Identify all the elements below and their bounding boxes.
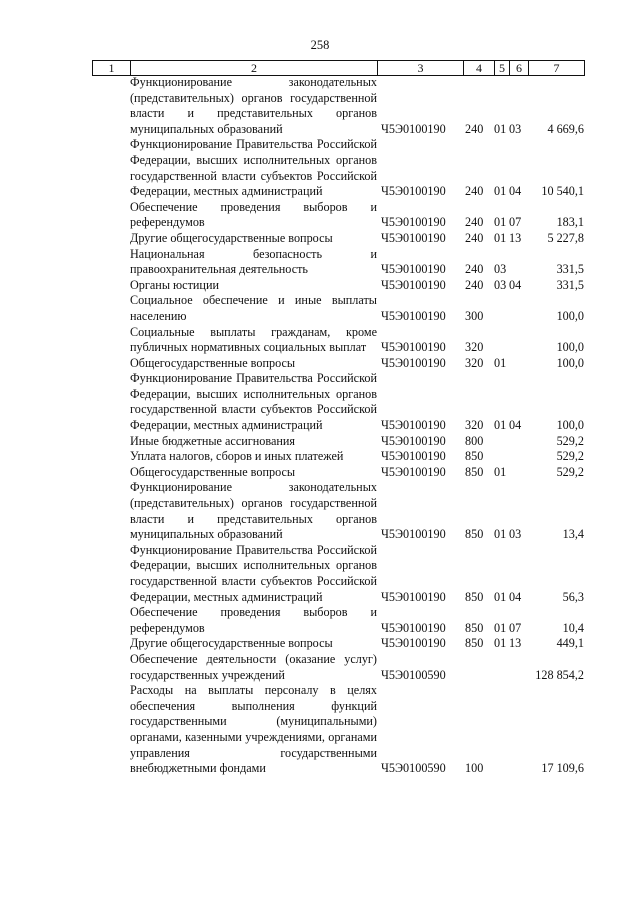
item-name-cell: Расходы на выплаты персоналу в целях обеспечения выполнения функций государственными (муниципальными) органами, казенными учреждениями, органами управления государственными внебюджетными фондами	[130, 683, 377, 776]
amount-cell: 183,1	[556, 215, 584, 230]
column-header: 2	[131, 61, 378, 76]
subsection-cell: 03	[509, 121, 522, 136]
section-cell: 01	[494, 355, 507, 370]
expense-type-cell: 240	[465, 215, 484, 230]
amount-cell: 100,0	[556, 418, 584, 433]
target-code-cell: Ч5Э0100190	[381, 215, 446, 230]
table-row	[92, 449, 584, 465]
target-code-cell: Ч5Э0100190	[381, 620, 446, 635]
column-header: 5	[495, 61, 510, 76]
target-code-cell: Ч5Э0100190	[381, 262, 446, 277]
target-code-cell: Ч5Э0100190	[381, 121, 446, 136]
subsection-cell: 04	[509, 589, 522, 604]
expense-type-cell: 300	[465, 308, 484, 323]
expense-type-cell: 240	[465, 121, 484, 136]
table-row	[92, 231, 584, 247]
amount-cell: 449,1	[556, 636, 584, 651]
subsection-cell: 07	[509, 215, 522, 230]
table-row	[92, 325, 584, 356]
section-cell: 03	[494, 262, 507, 277]
item-name-cell: Функционирование законодательных (представительных) органов государственной власти и представительных органов муниципальных образований	[130, 75, 377, 136]
expense-type-cell: 850	[465, 464, 484, 479]
amount-cell: 100,0	[556, 355, 584, 370]
table-row	[92, 636, 584, 652]
expense-type-cell: 320	[465, 340, 484, 355]
item-name-cell: Органы юстиции	[130, 277, 219, 292]
section-cell: 01	[494, 418, 507, 433]
section-cell: 01	[494, 230, 507, 245]
column-header: 4	[464, 61, 495, 76]
amount-cell: 331,5	[556, 277, 584, 292]
expense-type-cell: 800	[465, 433, 484, 448]
amount-cell: 10,4	[562, 620, 584, 635]
amount-cell: 5 227,8	[547, 230, 584, 245]
table-row	[92, 137, 584, 199]
item-name-cell: Общегосударственные вопросы	[130, 355, 296, 370]
section-cell: 01	[494, 589, 507, 604]
expense-type-cell: 240	[465, 184, 484, 199]
target-code-cell: Ч5Э0100190	[381, 277, 446, 292]
expense-type-cell: 850	[465, 636, 484, 651]
item-name-cell: Обеспечение деятельности (оказание услуг) государственных учреждений	[130, 651, 377, 682]
column-header: 3	[378, 61, 464, 76]
table-row	[92, 605, 584, 636]
table-row	[92, 278, 584, 294]
table-row	[92, 371, 584, 433]
subsection-cell: 04	[509, 184, 522, 199]
item-name-cell: Общегосударственные вопросы	[130, 464, 296, 479]
target-code-cell: Ч5Э0100190	[381, 433, 446, 448]
target-code-cell: Ч5Э0100190	[381, 184, 446, 199]
table-row	[92, 683, 584, 777]
amount-cell: 128 854,2	[535, 667, 584, 682]
item-name-cell: Другие общегосударственные вопросы	[130, 230, 333, 245]
target-code-cell: Ч5Э0100190	[381, 449, 446, 464]
table-row	[92, 293, 584, 324]
column-header: 1	[93, 61, 131, 76]
expense-type-cell: 850	[465, 527, 484, 542]
item-name-cell: Социальное обеспечение и иные выплаты населению	[130, 293, 377, 323]
table-row	[92, 434, 584, 450]
expense-type-cell: 240	[465, 262, 484, 277]
target-code-cell: Ч5Э0100190	[381, 355, 446, 370]
subsection-cell: 13	[509, 230, 522, 245]
expense-type-cell: 850	[465, 449, 484, 464]
item-name-cell: Социальные выплаты гражданам, кроме публичных нормативных социальных выплат	[130, 324, 377, 355]
expense-type-cell: 320	[465, 418, 484, 433]
amount-cell: 4 669,6	[547, 121, 584, 136]
item-name-cell: Другие общегосударственные вопросы	[130, 636, 333, 651]
amount-cell: 100,0	[556, 340, 584, 355]
item-name-cell: Иные бюджетные ассигнования	[130, 433, 296, 448]
subsection-cell: 13	[509, 636, 522, 651]
section-cell: 01	[494, 620, 507, 635]
expense-type-cell: 240	[465, 277, 484, 292]
item-name-cell: Уплата налогов, сборов и иных платежей	[130, 449, 344, 464]
table-row	[92, 200, 584, 231]
target-code-cell: Ч5Э0100190	[381, 308, 446, 323]
amount-cell: 56,3	[562, 589, 584, 604]
subsection-cell: 03	[509, 527, 522, 542]
table-row	[92, 75, 584, 137]
item-name-cell: Обеспечение проведения выборов и референдумов	[130, 199, 377, 230]
target-code-cell: Ч5Э0100190	[381, 636, 446, 651]
expense-type-cell: 240	[465, 230, 484, 245]
section-cell: 01	[494, 215, 507, 230]
target-code-cell: Ч5Э0100190	[381, 418, 446, 433]
target-code-cell: Ч5Э0100190	[381, 589, 446, 604]
item-name-cell: Функционирование законодательных (представительных) органов государственной власти и представительных органов муниципальных образований	[130, 480, 377, 542]
amount-cell: 17 109,6	[541, 761, 584, 776]
amount-cell: 13,4	[562, 527, 584, 542]
subsection-cell: 04	[509, 277, 522, 292]
column-header: 7	[529, 61, 585, 76]
target-code-cell: Ч5Э0100590	[381, 667, 446, 682]
amount-cell: 100,0	[556, 308, 584, 323]
expense-type-cell: 320	[465, 355, 484, 370]
subsection-cell: 04	[509, 418, 522, 433]
item-name-cell: Обеспечение проведения выборов и референдумов	[130, 605, 377, 635]
target-code-cell: Ч5Э0100190	[381, 527, 446, 542]
expense-type-cell: 100	[465, 761, 484, 776]
target-code-cell: Ч5Э0100190	[381, 464, 446, 479]
table-row	[92, 356, 584, 372]
table-row	[92, 465, 584, 481]
section-cell: 01	[494, 636, 507, 651]
subsection-cell: 07	[509, 620, 522, 635]
table-row	[92, 247, 584, 278]
amount-cell: 331,5	[556, 262, 584, 277]
section-cell: 01	[494, 527, 507, 542]
amount-cell: 529,2	[556, 433, 584, 448]
table-row	[92, 543, 584, 605]
column-header-row	[92, 60, 585, 76]
table-row	[92, 480, 584, 542]
item-name-cell: Национальная безопасность и правоохранительная деятельность	[130, 246, 377, 277]
section-cell: 03	[494, 277, 507, 292]
section-cell: 01	[494, 184, 507, 199]
target-code-cell: Ч5Э0100590	[381, 761, 446, 776]
item-name-cell: Функционирование Правительства Российской Федерации, высших исполнительных органов государственной власти субъектов Российской Федерации, местных администраций	[130, 542, 377, 604]
expense-type-cell: 850	[465, 620, 484, 635]
item-name-cell: Функционирование Правительства Российской Федерации, высших исполнительных органов государственной власти субъектов Российской Федерации, местных администраций	[130, 137, 377, 199]
section-cell: 01	[494, 121, 507, 136]
section-cell: 01	[494, 464, 507, 479]
expense-type-cell: 850	[465, 589, 484, 604]
amount-cell: 10 540,1	[541, 184, 584, 199]
amount-cell: 529,2	[556, 464, 584, 479]
target-code-cell: Ч5Э0100190	[381, 340, 446, 355]
table-row	[92, 652, 584, 683]
column-header: 6	[510, 61, 529, 76]
target-code-cell: Ч5Э0100190	[381, 230, 446, 245]
page-number: 258	[310, 38, 330, 52]
item-name-cell: Функционирование Правительства Российской Федерации, высших исполнительных органов государственной власти субъектов Российской Федерации, местных администраций	[130, 371, 377, 433]
budget-table-body	[92, 75, 584, 777]
amount-cell: 529,2	[556, 449, 584, 464]
